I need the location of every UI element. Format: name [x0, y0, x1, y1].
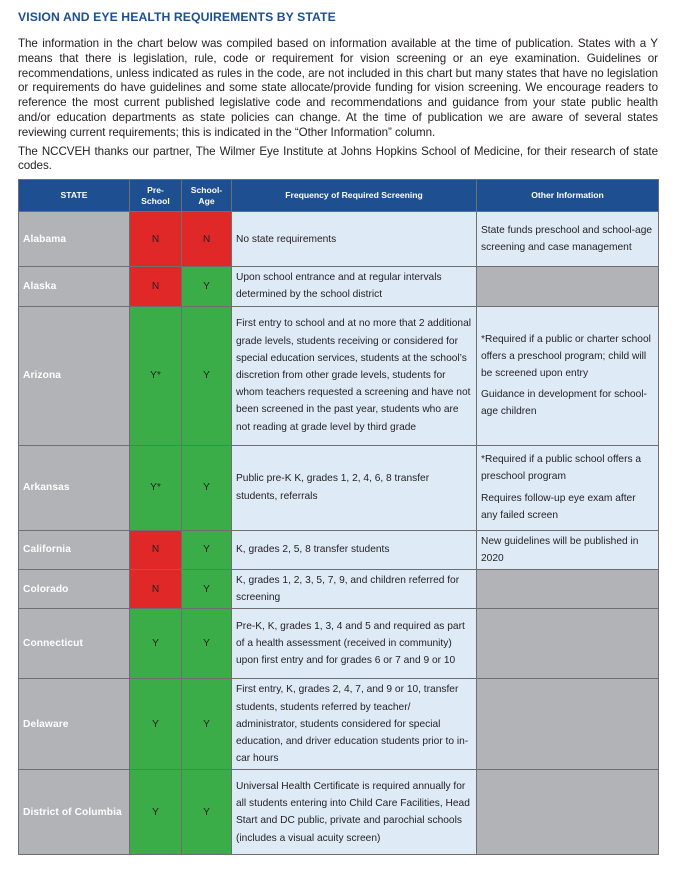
schoolage-status: Y	[182, 306, 232, 445]
header-frequency: Frequency of Required Screening	[232, 180, 477, 212]
table-row	[19, 770, 659, 855]
other-information-text: *Required if a public or charter school offers a preschool program; child will be screened upon entry	[481, 333, 651, 379]
screening-frequency: Public pre-K K, grades 1, 2, 4, 6, 8 transfer students, referrals	[232, 445, 477, 530]
state-name: Arizona	[19, 306, 130, 445]
table-row	[19, 679, 659, 770]
screening-frequency: First entry, K, grades 2, 4, 7, and 9 or 10, transfer students, students referred by teacher/ administrator, students considered for special education, and driver education students prior to in-car hours	[232, 679, 477, 770]
schoolage-status: Y	[182, 445, 232, 530]
header-schoolage-line2: Age	[198, 195, 215, 206]
other-information-text: Guidance in development for school-age children	[481, 389, 647, 418]
other-information-text: Requires follow-up eye exam after any failed screen	[481, 492, 636, 521]
table-row	[19, 530, 659, 569]
header-state: STATE	[19, 180, 130, 212]
state-name: Alabama	[19, 212, 130, 267]
intro	[18, 37, 658, 174]
page-title: VISION AND EYE HEALTH REQUIREMENTS BY STATE	[18, 10, 336, 24]
other-information	[477, 609, 659, 679]
other-information	[477, 679, 659, 770]
schoolage-status: Y	[182, 770, 232, 855]
other-information	[477, 530, 659, 569]
preschool-status: N	[130, 267, 182, 306]
other-information	[477, 212, 659, 267]
screening-frequency: K, grades 1, 2, 3, 5, 7, 9, and children referred for screening	[232, 569, 477, 608]
preschool-status: Y	[130, 770, 182, 855]
intro-paragraph: The information in the chart below was compiled based on information available at the time of publication. States with a Y means that there is legislation, rule, code or requirement for vision screening or an eye examination. Guidelines or recommendations, unless indicated as rules in the code, are not included in this chart but many states that have no legislation or requirements do have guidelines and some state allocate/provide funding for vision screening. We encourage readers to reference the most current published legislative code and recommendations and guidance from your state public health and/or education departments as state policies can change. At the time of publication we are aware of several states reviewing current requirements; this is indicated in the “Other Information” column.	[18, 37, 658, 139]
state-name: Alaska	[19, 267, 130, 306]
table-row	[19, 306, 659, 445]
screening-frequency: No state requirements	[232, 212, 477, 267]
schoolage-status: Y	[182, 679, 232, 770]
table-row	[19, 609, 659, 679]
other-information-text: State funds preschool and school-age screening and case management	[481, 224, 653, 254]
intro-paragraph: The NCCVEH thanks our partner, The Wilmer Eye Institute at Johns Hopkins School of Medicine, for their research of state codes.	[18, 144, 658, 173]
header-schoolage	[182, 180, 232, 212]
other-information	[477, 770, 659, 855]
preschool-status: Y	[130, 679, 182, 770]
preschool-status: N	[130, 530, 182, 569]
header-preschool	[130, 180, 182, 212]
screening-frequency: First entry to school and at no more that 2 additional grade levels, students receiving or considered for special education services, students at the school’s discretion from other grade levels, students for whom teachers requested a screening and have not been screened in the past year, students who are not reading at grade level by third grade	[232, 306, 477, 445]
table-body	[19, 212, 659, 855]
schoolage-status: Y	[182, 530, 232, 569]
preschool-status: Y*	[130, 445, 182, 530]
state-name: District of Columbia	[19, 770, 130, 855]
other-information-text: New guidelines will be published in 2020	[481, 535, 639, 564]
header-preschool-line2: School	[141, 195, 170, 206]
schoolage-status: N	[182, 212, 232, 267]
other-information	[477, 267, 659, 306]
state-name: Colorado	[19, 569, 130, 608]
preschool-status: Y	[130, 609, 182, 679]
screening-frequency: Upon school entrance and at regular intervals determined by the school district	[232, 267, 477, 306]
table-row	[19, 569, 659, 608]
header-preschool-line1: Pre-	[147, 185, 164, 196]
table-header-row	[19, 180, 659, 212]
state-name: California	[19, 530, 130, 569]
table-row	[19, 445, 659, 530]
state-name: Arkansas	[19, 445, 130, 530]
state-name: Connecticut	[19, 609, 130, 679]
table-row	[19, 267, 659, 306]
other-information-text: *Required if a public school offers a preschool program	[481, 454, 642, 483]
requirements-table	[18, 179, 659, 855]
state-name: Delaware	[19, 679, 130, 770]
header-schoolage-line1: School-	[190, 185, 223, 196]
preschool-status: N	[130, 569, 182, 608]
other-information	[477, 306, 659, 445]
screening-frequency: Universal Health Certificate is required annually for all students entering into Child Care Facilities, Head Start and DC public, private and parochial schools (includes a visual acuity screen)	[232, 770, 477, 855]
header-other: Other Information	[477, 180, 659, 212]
other-information	[477, 569, 659, 608]
other-information	[477, 445, 659, 530]
schoolage-status: Y	[182, 569, 232, 608]
preschool-status: Y*	[130, 306, 182, 445]
preschool-status: N	[130, 212, 182, 267]
screening-frequency: K, grades 2, 5, 8 transfer students	[232, 530, 477, 569]
table-row	[19, 212, 659, 267]
schoolage-status: Y	[182, 609, 232, 679]
schoolage-status: Y	[182, 267, 232, 306]
screening-frequency: Pre-K, K, grades 1, 3, 4 and 5 and required as part of a health assessment (received in community) upon first entry and for grades 6 or 7 and 9 or 10	[232, 609, 477, 679]
